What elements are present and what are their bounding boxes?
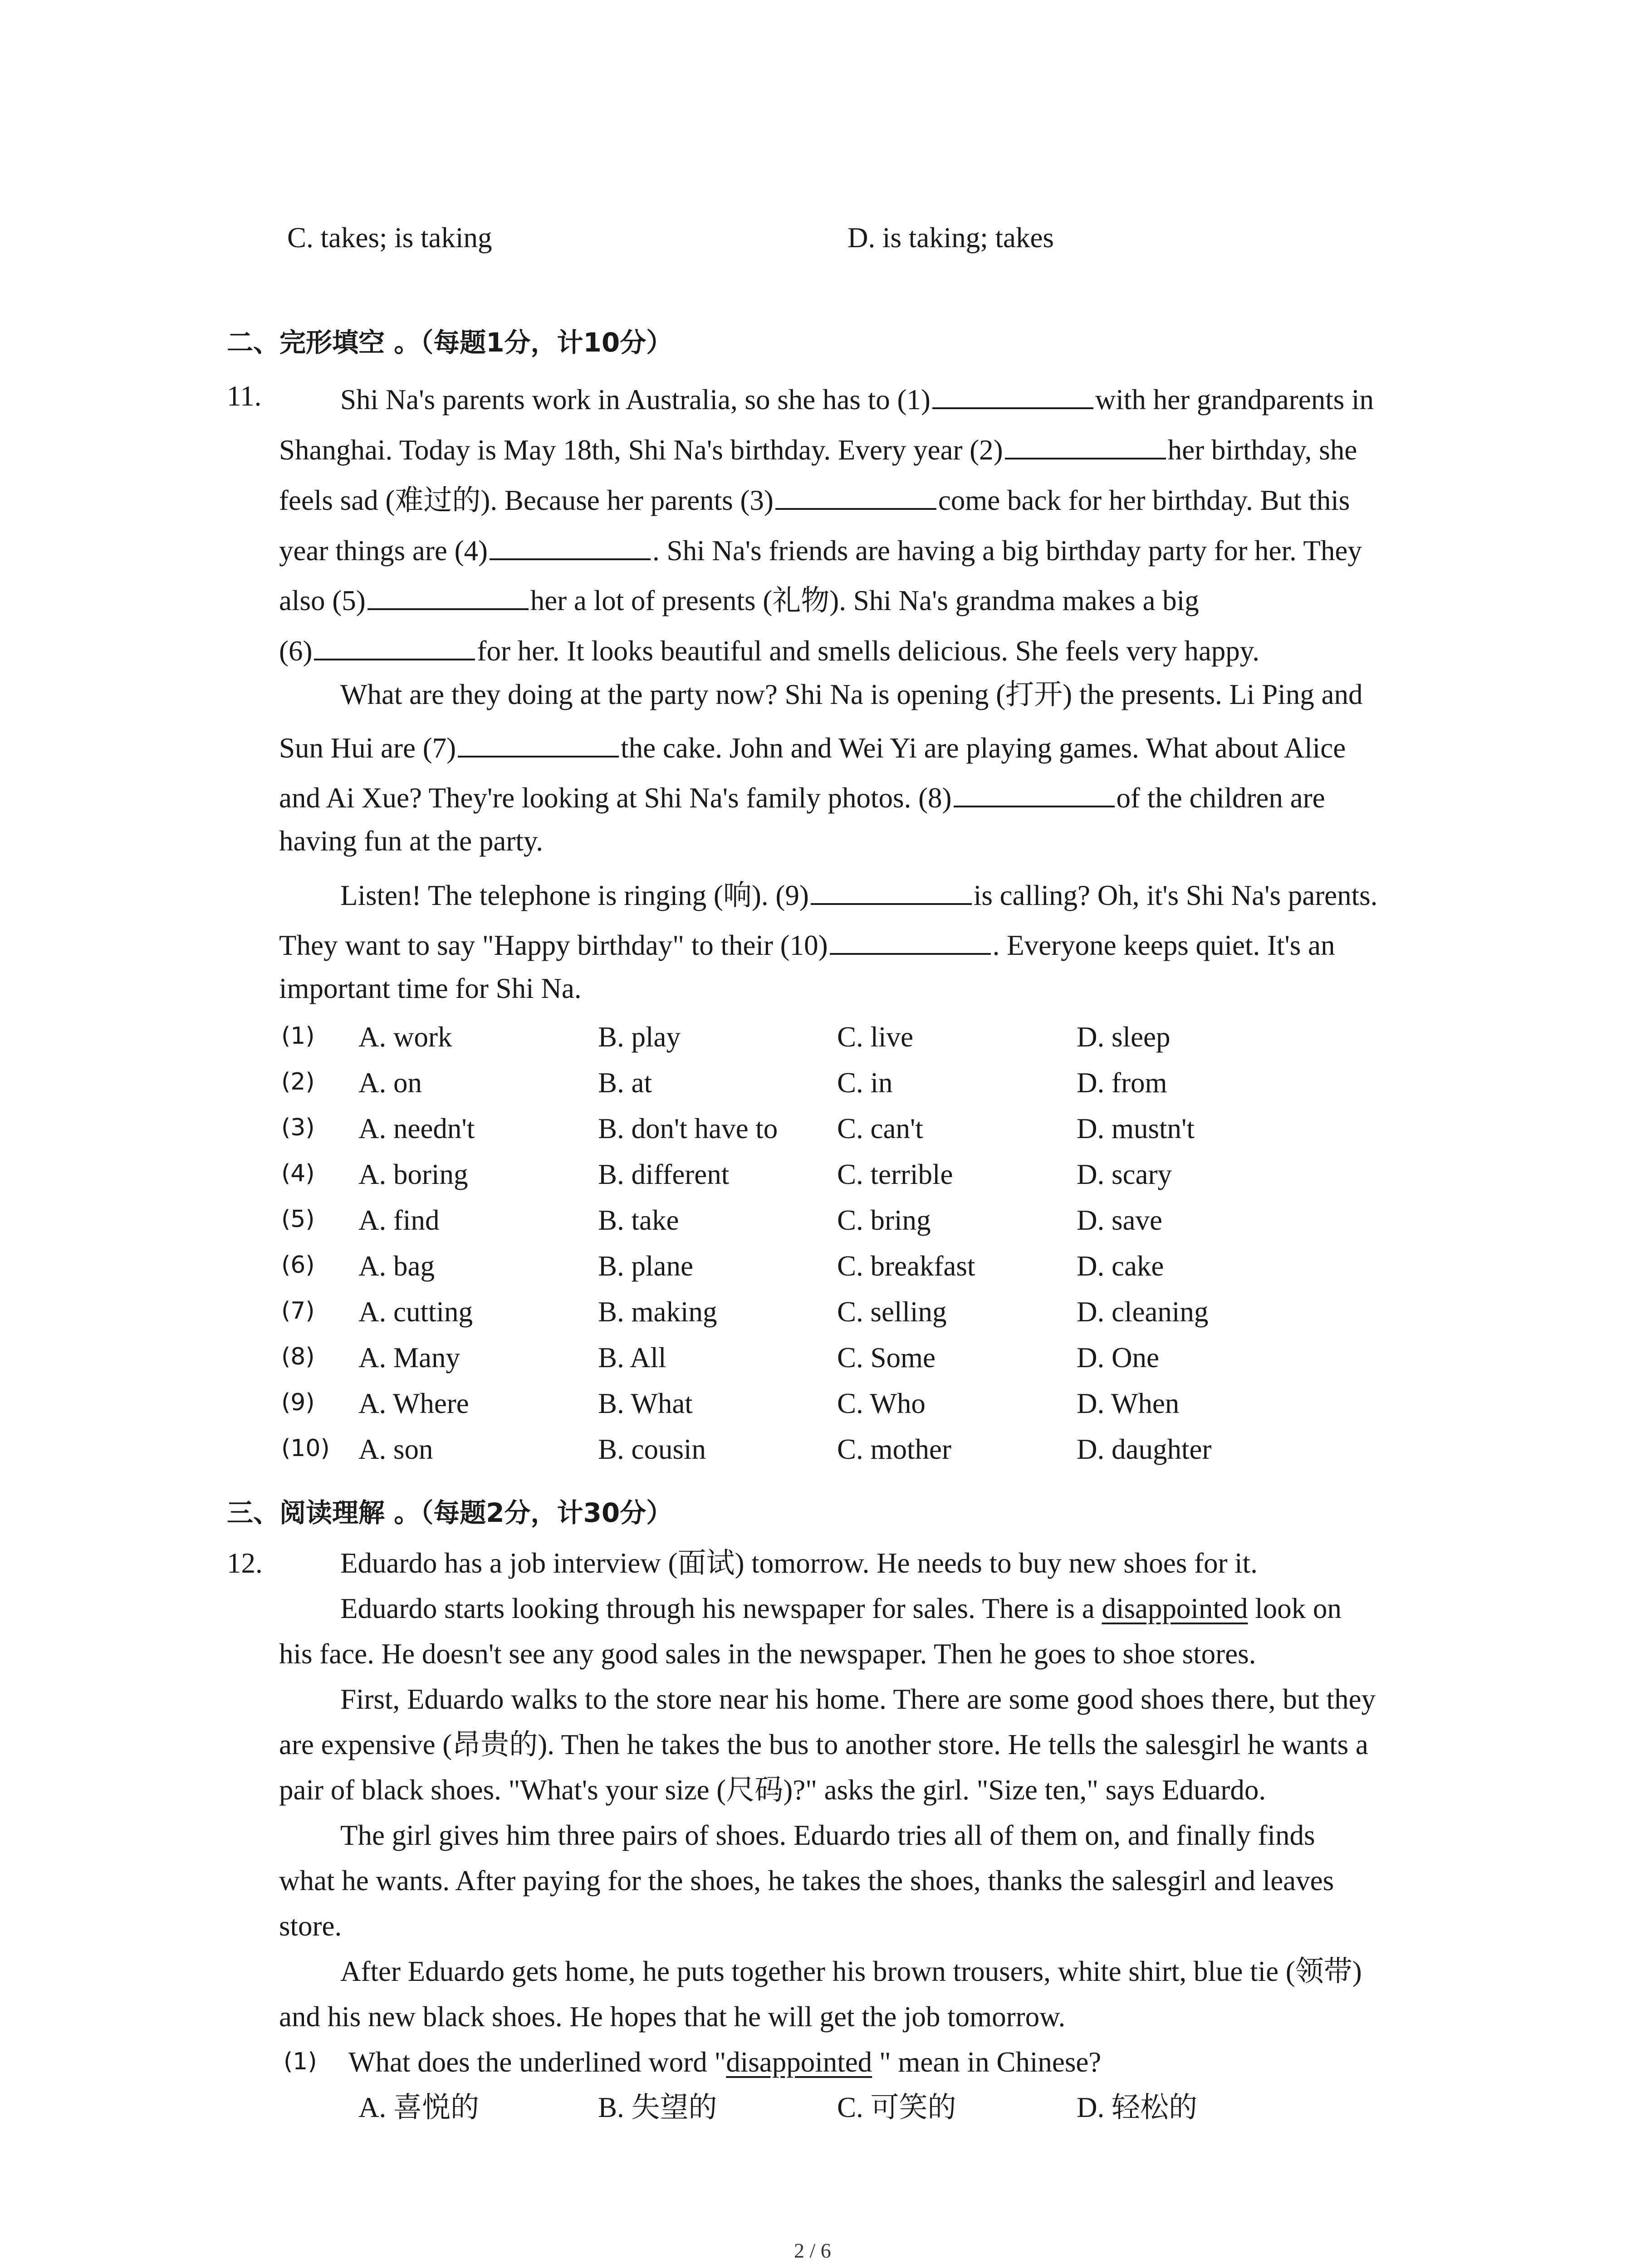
cloze-line xyxy=(340,878,1377,910)
choice-b[interactable]: B. play xyxy=(598,1021,681,1053)
choice-d[interactable]: D. from xyxy=(1077,1067,1167,1099)
cloze-text: year things are (4) xyxy=(279,535,488,567)
answer-blank[interactable] xyxy=(775,483,936,510)
choice-a[interactable]: A. on xyxy=(358,1067,422,1099)
underlined-word: disappointed xyxy=(726,2046,872,2078)
passage-line: are expensive (昂贵的). Then he takes the bus to another store. He tells the salesgirl he wants a xyxy=(279,1729,1368,1760)
choice-d[interactable]: D. sleep xyxy=(1077,1021,1171,1053)
cloze-text: of the children are xyxy=(1116,782,1325,814)
passage-line: what he wants. After paying for the shoes, he takes the shoes, thanks the salesgirl and leaves xyxy=(279,1865,1334,1897)
choice-a[interactable]: A. needn't xyxy=(358,1113,475,1144)
underlined-word: disappointed xyxy=(1102,1593,1248,1624)
cloze-line xyxy=(279,974,582,1003)
cloze-text: her a lot of presents (礼物). Shi Na's grandma makes a big xyxy=(530,585,1199,616)
cloze-line xyxy=(279,432,1357,464)
cloze-line xyxy=(279,633,1259,665)
cloze-text: feels sad (难过的). Because her parents (3) xyxy=(279,484,774,516)
passage-line xyxy=(340,1594,1342,1623)
choice-a[interactable]: A. find xyxy=(358,1204,440,1236)
answer-blank[interactable] xyxy=(1005,432,1166,459)
choice-b[interactable]: B. at xyxy=(598,1067,652,1099)
answer-option-b: B. 失望的 xyxy=(598,2092,717,2123)
section3-heading: 三、阅读理解 。（每题2分，计30分） xyxy=(227,1497,673,1528)
passage-line: and his new black shoes. He hopes that he will get the job tomorrow. xyxy=(279,2001,1066,2033)
cloze-text: come back for her birthday. But this xyxy=(938,484,1350,516)
cloze-text: also (5) xyxy=(279,585,366,616)
passage-line: The girl gives him three pairs of shoes. Eduardo tries all of them on, and finally finds xyxy=(340,1819,1315,1851)
choice-a[interactable]: A. Where xyxy=(358,1388,469,1419)
choice-b[interactable]: B. cousin xyxy=(598,1433,706,1465)
cloze-line xyxy=(279,780,1325,812)
choice-b[interactable]: B. different xyxy=(598,1158,730,1190)
option-row-number: (2) xyxy=(281,1068,315,1095)
cloze-text: the cake. John and Wei Yi are playing games. What about Alice xyxy=(621,732,1346,764)
option-row-number: (10) xyxy=(281,1435,330,1462)
choice-c[interactable]: C. terrible xyxy=(837,1158,953,1190)
choice-d[interactable]: D. save xyxy=(1077,1204,1162,1236)
choice-c[interactable]: C. bring xyxy=(837,1204,931,1236)
cloze-text: Shanghai. Today is May 18th, Shi Na's birthday. Every year (2) xyxy=(279,434,1003,466)
cloze-line xyxy=(279,533,1362,565)
choice-c[interactable]: C. Who xyxy=(837,1388,926,1419)
answer-option-a: A. 喜悦的 xyxy=(358,2092,479,2123)
cloze-line xyxy=(279,730,1346,763)
option-row-number: (6) xyxy=(281,1251,315,1279)
passage-line: pair of black shoes. "What's your size (尺码)?" asks the girl. "Size ten," says Eduardo. xyxy=(279,1774,1266,1806)
question-text: What does the underlined word " xyxy=(348,2046,726,2078)
cloze-text: with her grandparents in xyxy=(1095,384,1374,415)
answer-blank[interactable] xyxy=(830,928,991,955)
option-row-number: (3) xyxy=(281,1114,315,1141)
page-number: 2 / 6 xyxy=(794,2239,831,2262)
reading-question-number: (1) xyxy=(284,2048,317,2075)
passage-text: look on xyxy=(1248,1593,1342,1624)
choice-c[interactable]: C. live xyxy=(837,1021,913,1053)
reading-question-text xyxy=(348,2048,1101,2077)
choice-a[interactable]: A. Many xyxy=(358,1342,460,1374)
choice-b[interactable]: B. plane xyxy=(598,1250,693,1282)
cloze-text: Listen! The telephone is ringing (响). (9) xyxy=(340,880,809,911)
cloze-text: . Everyone keeps quiet. It's an xyxy=(992,929,1335,961)
cloze-line xyxy=(279,583,1199,615)
choice-b[interactable]: B. making xyxy=(598,1296,717,1328)
choice-a[interactable]: A. bag xyxy=(358,1250,435,1282)
answer-option-c: C. 可笑的 xyxy=(837,2092,956,2123)
option-row-number: (9) xyxy=(281,1389,315,1416)
cloze-text: her birthday, she xyxy=(1167,434,1357,466)
cloze-text: (6) xyxy=(279,635,313,667)
option-row-number: (7) xyxy=(281,1297,315,1325)
answer-option-d: D. 轻松的 xyxy=(1077,2092,1197,2123)
choice-d[interactable]: D. When xyxy=(1077,1388,1180,1419)
passage-line: Eduardo has a job interview (面试) tomorrow. He needs to buy new shoes for it. xyxy=(340,1547,1258,1579)
passage-line: After Eduardo gets home, he puts together his brown trousers, white shirt, blue tie (领带) xyxy=(340,1955,1362,1987)
choice-c[interactable]: C. in xyxy=(837,1067,893,1099)
question-12-number: 12. xyxy=(227,1547,263,1579)
answer-blank[interactable] xyxy=(811,878,972,905)
section2-heading: 二、完形填空 。（每题1分，计10分） xyxy=(227,327,673,358)
choice-d[interactable]: D. cake xyxy=(1077,1250,1164,1282)
answer-blank[interactable] xyxy=(314,633,475,660)
answer-blank[interactable] xyxy=(932,382,1093,409)
answer-blank[interactable] xyxy=(490,533,651,560)
choice-c[interactable]: C. breakfast xyxy=(837,1250,975,1282)
choice-b[interactable]: B. All xyxy=(598,1342,666,1374)
passage-line: store. xyxy=(279,1910,342,1942)
cloze-text: and Ai Xue? They're looking at Shi Na's family photos. (8) xyxy=(279,782,952,814)
choice-b[interactable]: B. don't have to xyxy=(598,1113,778,1144)
passage-line: his face. He doesn't see any good sales in the newspaper. Then he goes to shoe stores. xyxy=(279,1638,1256,1670)
choice-a[interactable]: A. cutting xyxy=(358,1296,473,1328)
cloze-text: Sun Hui are (7) xyxy=(279,732,456,764)
choice-d[interactable]: D. daughter xyxy=(1077,1433,1212,1465)
option-c: C. takes; is taking xyxy=(287,222,492,254)
cloze-line xyxy=(340,382,1374,414)
option-row-number: (4) xyxy=(281,1160,315,1187)
cloze-text: important time for Shi Na. xyxy=(279,973,582,1004)
cloze-text: Shi Na's parents work in Australia, so she has to (1) xyxy=(340,384,931,415)
choice-d[interactable]: D. One xyxy=(1077,1342,1159,1374)
question-text: " mean in Chinese? xyxy=(872,2046,1102,2078)
choice-d[interactable]: D. cleaning xyxy=(1077,1296,1209,1328)
answer-blank[interactable] xyxy=(458,730,619,758)
option-row-number: (8) xyxy=(281,1343,315,1370)
cloze-text: They want to say "Happy birthday" to their (10) xyxy=(279,929,828,961)
choice-d[interactable]: D. scary xyxy=(1077,1158,1172,1190)
choice-b[interactable]: B. take xyxy=(598,1204,679,1236)
choice-c[interactable]: C. Some xyxy=(837,1342,936,1374)
cloze-line xyxy=(279,928,1335,960)
cloze-text: What are they doing at the party now? Shi Na is opening (打开) the presents. Li Ping and xyxy=(340,679,1363,710)
choice-c[interactable]: C. can't xyxy=(837,1113,923,1144)
cloze-text: is calling? Oh, it's Shi Na's parents. xyxy=(973,880,1378,911)
choice-c[interactable]: C. mother xyxy=(837,1433,951,1465)
cloze-text: having fun at the party. xyxy=(279,825,543,857)
cloze-line xyxy=(279,827,543,855)
option-row-number: (1) xyxy=(281,1022,315,1050)
choice-a[interactable]: A. boring xyxy=(358,1158,468,1190)
cloze-text: . Shi Na's friends are having a big birthday party for her. They xyxy=(652,535,1362,567)
cloze-line xyxy=(340,680,1362,709)
choice-a[interactable]: A. work xyxy=(358,1021,452,1053)
answer-blank[interactable] xyxy=(367,583,529,610)
question-11-number: 11. xyxy=(227,380,262,412)
choice-c[interactable]: C. selling xyxy=(837,1296,947,1328)
choice-a[interactable]: A. son xyxy=(358,1433,433,1465)
option-d: D. is taking; takes xyxy=(847,222,1054,254)
passage-line: First, Eduardo walks to the store near his home. There are some good shoes there, but they xyxy=(340,1683,1376,1715)
choice-d[interactable]: D. mustn't xyxy=(1077,1113,1195,1144)
passage-text: Eduardo starts looking through his newspaper for sales. There is a xyxy=(340,1593,1102,1624)
cloze-line xyxy=(279,483,1350,515)
answer-blank[interactable] xyxy=(954,780,1115,807)
option-row-number: (5) xyxy=(281,1206,315,1233)
cloze-text: for her. It looks beautiful and smells delicious. She feels very happy. xyxy=(477,635,1259,667)
choice-b[interactable]: B. What xyxy=(598,1388,693,1419)
